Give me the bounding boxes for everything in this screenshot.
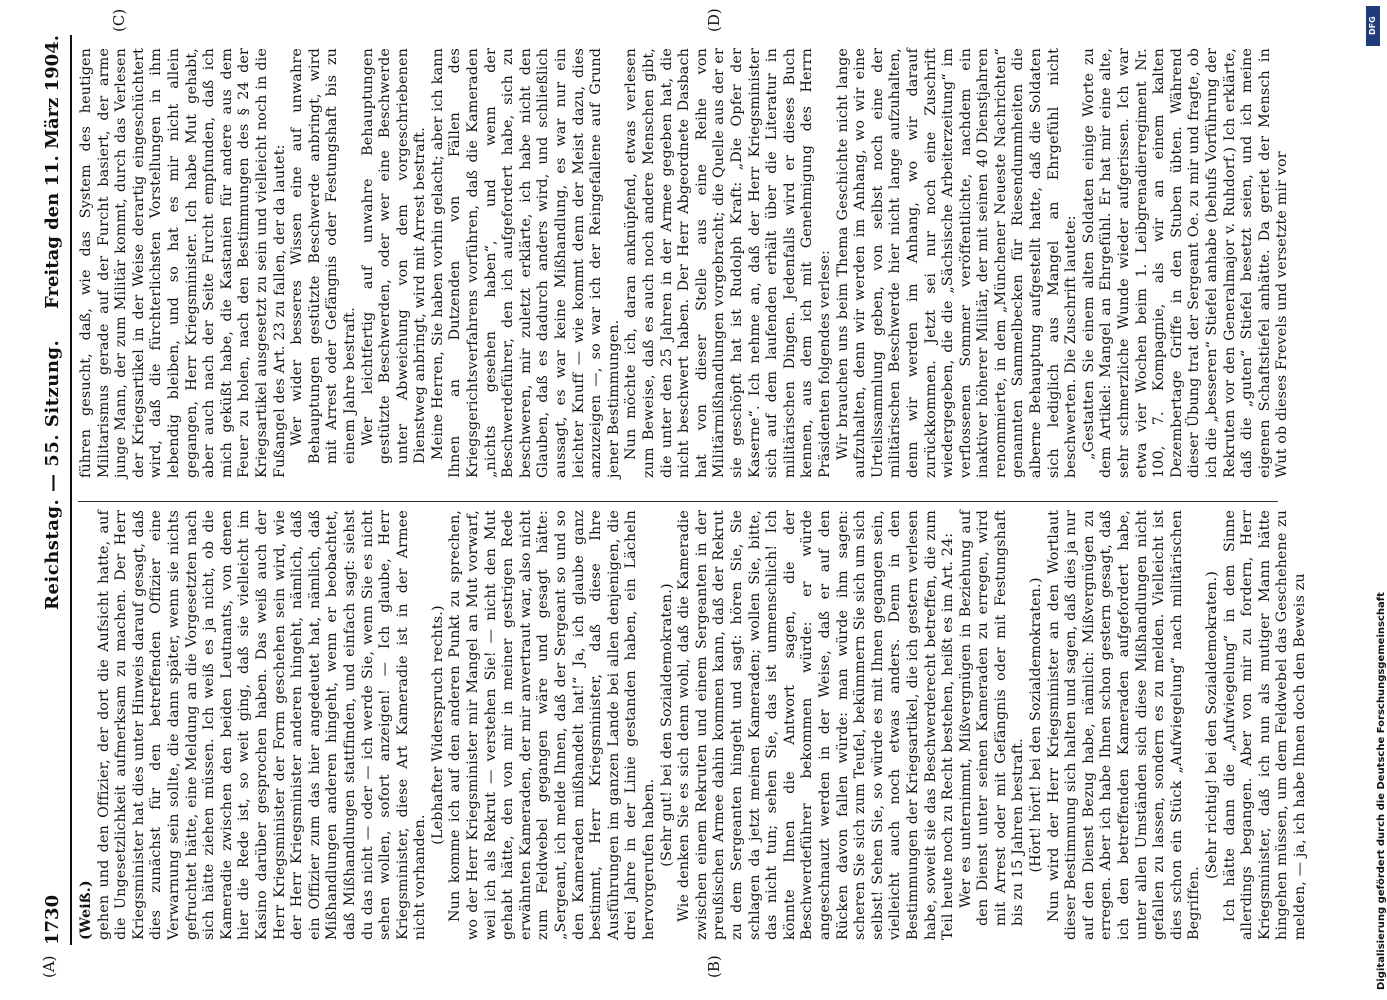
margin-mark-b: (B)	[705, 955, 723, 978]
interjection: (Lebhafter Widerspruch rechts.)	[429, 605, 446, 845]
paragraph: Ich hätte dann die „Aufwiegelung“ in dem Sinne allerdings begangen. Aber von mir zu fordern, Herr Kriegsminister, daß ich nun als mutiger Mann hätte hingehen müssen, um dem Feldwebel das Geschehene zu melden, — ja, ich habe Ihnen doch den Beweis zu	[1221, 510, 1308, 940]
paragraph: führen gesucht, daß, wie das System des heutigen Militarismus gerade auf der Furcht basiert, der arme junge Mann, der zum Militär kommt, durch das Verlesen der Kriegsartikel in der Weise derartig eingeschüchtert wird, daß die fürchterlichsten Vorstellungen in ihm lebendig bleiben, und so hat es mir nicht allein gegangen, Herr Kriegsminister. Ich habe Mut gehabt, aber auch nach der Seite Furcht empfunden, daß ich mich geküßt habe, die Kastanien für andere aus dem Feuer zu holen, nach den Bestimmungen des § 24 der Kriegsartikel ausgesetzt zu sein und vielleicht noch in die Fußangel des Art. 23 zu fallen, der da lautet:	[78, 48, 288, 478]
quotation: Wer es unternimmt, Mißvergnügen in Beziehung auf den Dienst unter seinen Kameraden zu erregen, wird mit Arrest oder mit Gefängnis oder mit Festungshaft bis zu 15 Jahren bestraft.	[957, 510, 1027, 926]
paragraph: Nun komme ich auf den anderen Punkt zu sprechen, wo der Herr Kriegsminister mir Mangel an Mut vorwarf, weil ich als Rekrut — verstehen Sie! — nicht den Mut gehabt hätte, den von mir in meiner gestrigen Rede erwähnten Kameraden, der mir anvertraut war, also nicht zum Feldwebel gegangen wäre und gesagt hätte: „Sergeant, ich melde Ihnen, daß der Sergeant so und so den Kameraden mißhandelt hat!“ Ja, ich glaube ganz bestimmt, Herr Kriegsminister, daß diese Ihre Ausführungen im ganzen Lande bei allen denjenigen, die drei Jahre in der Linie gestanden haben, ein Lächeln hervorgerufen haben.	[447, 510, 657, 940]
column-divider	[78, 501, 1278, 502]
margin-mark-a: (A)	[40, 955, 58, 978]
dfg-logo: DFG	[1366, 6, 1380, 46]
paragraph: Wie denken Sie es sich denn wohl, daß die Kameradie zwischen einem Rekruten und einem Sergeanten in der preußischen Armee dahin kommen kann, daß der Rekrut zu dem Sergeanten hingeht und sagt: hören Sie, Sie schlagen da jetzt meinen Kameraden; wollen Sie, bitte, das nicht tun; sehen Sie, das ist unmenschlich! Ich könnte Ihnen die Antwort sagen, die der Beschwerdeführer bekommen würde: er würde angeschnauzt werden in der Weise, daß er auf den Rücken davon fallen würde: man würde ihm sagen: scheren Sie sich zum Teufel, bekümmern Sie sich um sich selbst! Sehen Sie, so würde es mit Ihnen gegangen sein, vielleicht auch noch etwas anders. Denn in den Bestimmungen der Kriegsartikel, die ich gestern verlesen habe, soweit sie das Beschwerderecht betreffen, die zum Teil heute noch zu Recht bestehen, heißt es im Art. 24:	[676, 510, 957, 940]
page-number: 1730	[42, 894, 63, 945]
header-rule	[70, 35, 72, 945]
paragraph: Meine Herren, Sie haben vorhin gelacht; aber ich kann Ihnen an Dutzenden von Fällen des Kriegsgerichtsverfahrens vorführen, daß die Kameraden „nichts gesehen haben“, und wenn der Beschwerdeführer, den ich aufgefordert habe, sich zu beschweren, mir zuletzt erklärte, ich habe nicht den Glauben, daß es dadurch anders wird, und schließlich aussagt, es war keine Mißhandlung, es war nur ein leichter Knuff — wie kommt denn der Meist dazu, dies anzuzeigen —, so war ich der Reingefallene auf Grund jener Bestimmungen.	[429, 48, 622, 478]
right-column	[78, 48, 1292, 478]
quotation: Wer wider besseres Wissen eine auf unwahre Behauptungen gestützte Beschwerde anbringt, wird mit Arrest oder Gefängnis oder Festungshaft bis zu einem Jahre bestraft.	[289, 48, 358, 464]
quotation: Wer leichtfertig auf unwahre Behauptungen gestützte Beschwerden, oder wer eine Beschwerde unter Abweichung von dem vorgeschriebenen Dienstweg anbringt, wird mit Arrest bestraft.	[359, 48, 429, 464]
paragraph: Wir brauchen uns beim Thema Geschichte nicht lange aufzuhalten, denn wir werden im Anhang, wo wir eine Urteilssammlung geben, von selbst noch eine der militärischen Beschwerde hier nicht lange aufzuhalten, denn wir werden im Anhang, wo wir darauf zurückkommen. Jetzt sei nur noch eine Zuschrift wiedergegeben, die die „Sächsische Arbeiterzeitung“ im verflossenen Sommer veröffentlichte, nachdem ein inaktiver höherer Militär, der mit seinen 40 Dienstjahren renommierte, in dem „Münchener Neueste Nachrichten“ genannten Sammelbecken für Riesendummheiten die alberne Behauptung aufgestellt hatte, daß die Soldaten sich lediglich aus Mangel an Ehrgefühl nicht beschwerten. Die Zuschrift lautete:	[834, 48, 1080, 478]
margin-mark-d: (D)	[705, 8, 723, 32]
paragraph: gehen und den Offizier, der dort die Aufsicht hatte, auf die Ungesetzlichkeit aufmerksam zu machen. Der Herr Kriegsminister hat dies unter Hinweis darauf gesagt, daß dies zunächst für den betreffenden Offizier eine Verwarnung sein sollte, die dann später, wenn sie nichts gefruchtet hätte, eine Meldung an die Vorgesetzten nach sich hätte ziehen müssen. Ich weiß es ja nicht, ob die Kameradie zwischen den beiden Leutnants, von denen hier die Rede ist, so weit ging, daß sie vielleicht im Kasino darüber gesprochen haben. Das weiß auch der Herr Kriegsminister der Form geschehen sein wird, wie der Herr Kriegsminister anderen hingeht, nämlich, daß ein Offizier zum das hier angedeutet hat, nämlich, daß Mißhandlungen anderen hingeht, wenn er beobachtet, daß Mißhandlungen stattfinden, und einfach sagt: siehst du das nicht — oder — ich werde Sie, wenn Sie es nicht sehen wollen, sofort anzeigen! — Ich glaube, Herr Kriegsminister, diese Art Kameradie ist in der Armee nicht vorhanden.	[95, 510, 429, 940]
interjection: (Sehr richtig! bei den Sozialdemokraten.)	[1204, 571, 1220, 879]
digitization-credit: Digitalisierung gefördert durch die Deutsche Forschungsgemeinschaft	[1376, 592, 1387, 990]
paragraph: Nun möchte ich, daran anknüpfend, etwas verlesen zum Beweise, daß es auch noch andere Menschen gibt, die unter den 25 Jahren in der Armee gegeben hat, die nicht beschwert haben. Der Herr Abgeordnete Dasbach hat von dieser Stelle aus eine Reihe von Militärmißhandlungen vorgebracht; die Quelle aus der er sie geschöpft hat ist Rudolph Kraft: „Die Opfer der Kaserne“. Ich nehme an, daß der Herr Kriegsminister sich auf dem laufenden erhält über die Literatur in militärischen Dingen. Jedenfalls wird er dieses Buch kennen, aus dem ich mit Genehmigung des Herrn Präsidenten folgendes verlese:	[623, 48, 833, 478]
session-title: Reichstag. — 55. Sitzung.	[42, 339, 63, 610]
left-column	[78, 510, 1310, 940]
speaker-label: (Weiß.)	[78, 880, 94, 940]
interjection: (Hört! hört! bei den Sozialdemokraten.)	[1028, 577, 1045, 873]
paragraph: Nun wird der Herr Kriegsminister an den Wortlaut dieser Bestimmung sich halten und sagen, daß dies ja nur auf den Dienst Bezug habe, nämlich: Mißvergnügen zu erregen. Aber ich habe Ihnen schon gestern gesagt, daß ich den betreffenden Kameraden aufgefordert habe, unter allen Umständen sich diese Mißhandlungen nicht gefallen zu lassen, sondern es zu melden. Vielleicht ist dies schon ein Stück „Aufwiegelung“ nach militärischen Begriffen.	[1045, 509, 1203, 940]
session-date: Freitag den 11. März 1904.	[42, 35, 63, 309]
margin-mark-c: (C)	[110, 8, 128, 32]
interjection: (Sehr gut! bei den Sozialdemokraten.)	[658, 583, 675, 867]
paragraph: „Gestatten Sie einem alten Soldaten einige Worte zu dem Artikel: Mangel an Ehrgefühl. Er hat mir eine alte, sehr schmerzliche Wunde wieder aufgerissen. Ich war etwa vier Wochen beim 1. Leibgrenadierregiment Nr. 100, 7. Kompagnie, als wir an einem kalten Dezembertage Griffe in den Stuben übten. Während dieser Übung trat der Sergeant Oe. zu mir und fragte, ob ich die „besseren“ Stiefel anhabe (behufs Vorführung der Rekruten vor den Generalmajor v. Ruhdorf.) Ich erklärte, daß die „guten“ Stiefel besetzt seien, und ich meine eigenen Schaftstiefel anhätte. Da geriet der Mensch in Wut ob dieses Frevels und versetzte mir vor	[1080, 48, 1291, 478]
page-header	[40, 35, 70, 945]
